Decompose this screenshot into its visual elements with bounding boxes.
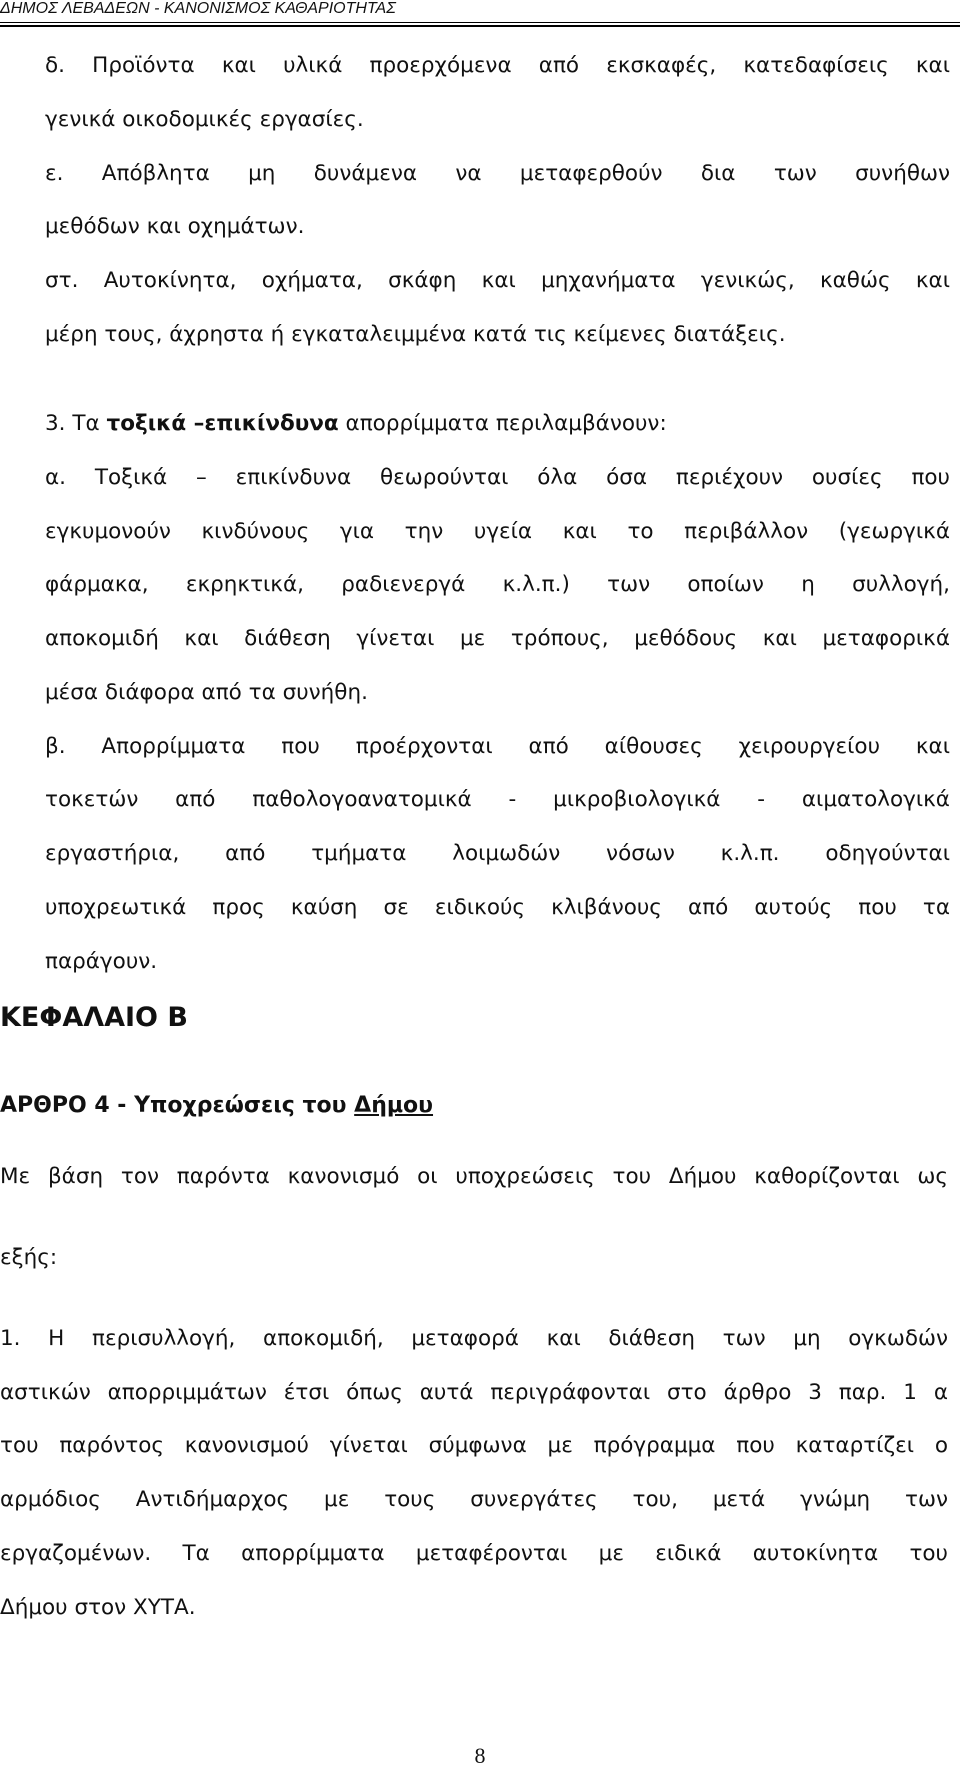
- beta-line-2: τοκετών από παθολογοανατομικά - μικροβιολογικά - αιματολογικά: [45, 787, 950, 812]
- alpha-line-5: μέσα διάφορα από τα συνήθη.: [45, 680, 368, 705]
- para1-line-3: του παρόντος κανονισμού γίνεται σύμφωνα με πρόγραμμα που καταρτίζει ο: [0, 1433, 948, 1458]
- page-number: 8: [474, 1743, 486, 1768]
- section-3-prefix: 3. Τα: [45, 411, 107, 436]
- beta-line-5: παράγουν.: [45, 949, 158, 974]
- header-rule: [0, 22, 960, 23]
- intro-line-2: εξής:: [0, 1245, 58, 1270]
- para1-line-5: εργαζομένων. Τα απορρίμματα μεταφέρονται με ειδικά αυτοκίνητα του: [0, 1541, 948, 1566]
- alpha-line-3: φάρμακα, εκρηκτικά, ραδιενεργά κ.λ.π.) των οποίων η συλλογή,: [45, 572, 950, 597]
- beta-line-4: υποχρεωτικά προς καύση σε ειδικούς κλιβάνους από αυτούς που τα: [45, 895, 950, 920]
- intro-line-1: Με βάση τον παρόντα κανονισμό οι υποχρεώσεις του Δήμου καθορίζονται ως: [0, 1164, 948, 1189]
- item-d-line-2: γενικά οικοδομικές εργασίες.: [45, 107, 364, 132]
- header-rule-thick: [0, 25, 960, 27]
- item-d-line-1: δ. Προϊόντα και υλικά προερχόμενα από εκσκαφές, κατεδαφίσεις και: [45, 53, 950, 78]
- chapter-heading: ΚΕΦΑΛΑΙΟ Β: [0, 1002, 188, 1033]
- alpha-line-1: α. Τοξικά – επικίνδυνα θεωρούνται όλα όσα περιέχουν ουσίες που: [45, 465, 950, 490]
- section-3-bold: τοξικά –επικίνδυνα: [106, 411, 339, 436]
- para1-line-4: αρμόδιος Αντιδήμαρχος με τους συνεργάτες του, μετά γνώμη των: [0, 1487, 948, 1512]
- section-3-heading: [45, 411, 950, 437]
- item-st-line-2: μέρη τους, άχρηστα ή εγκαταλειμμένα κατά τις κείμενες διατάξεις.: [45, 322, 786, 347]
- para1-line-1: 1. Η περισυλλογή, αποκομιδή, μεταφορά και διάθεση των μη ογκωδών: [0, 1326, 948, 1351]
- section-3-suffix: απορρίμματα περιλαμβάνουν:: [338, 411, 667, 436]
- para1-line-2: αστικών απορριμμάτων έτσι όπως αυτά περιγράφονται στο άρθρο 3 παρ. 1 α: [0, 1380, 948, 1405]
- alpha-line-2: εγκυμονούν κινδύνους για την υγεία και το περιβάλλον (γεωργικά: [45, 519, 950, 544]
- beta-line-1: β. Απορρίμματα που προέρχονται από αίθουσες χειρουργείου και: [45, 734, 950, 759]
- running-header: ΔΗΜΟΣ ΛΕΒΑΔΕΩΝ - ΚΑΝΟΝΙΣΜΟΣ ΚΑΘΑΡΙΟΤΗΤΑΣ: [0, 0, 396, 17]
- item-e-line-2: μεθόδων και οχημάτων.: [45, 214, 305, 239]
- article-heading: [0, 1093, 960, 1119]
- item-st-line-1: στ. Αυτοκίνητα, οχήματα, σκάφη και μηχανήματα γενικώς, καθώς και: [45, 268, 950, 293]
- beta-line-3: εργαστήρια, από τμήματα λοιμωδών νόσων κ.λ.π. οδηγούνται: [45, 841, 950, 866]
- para1-line-6: Δήμου στον ΧΥΤΑ.: [0, 1595, 196, 1620]
- article-underlined: Δήμου: [354, 1093, 434, 1118]
- alpha-line-4: αποκομιδή και διάθεση γίνεται με τρόπους, μεθόδους και μεταφορικά: [45, 626, 950, 651]
- item-e-line-1: ε. Απόβλητα μη δυνάμενα να μεταφερθούν δια των συνήθων: [45, 161, 950, 186]
- article-prefix: ΑΡΘΡΟ 4 - Υποχρεώσεις του: [0, 1093, 355, 1118]
